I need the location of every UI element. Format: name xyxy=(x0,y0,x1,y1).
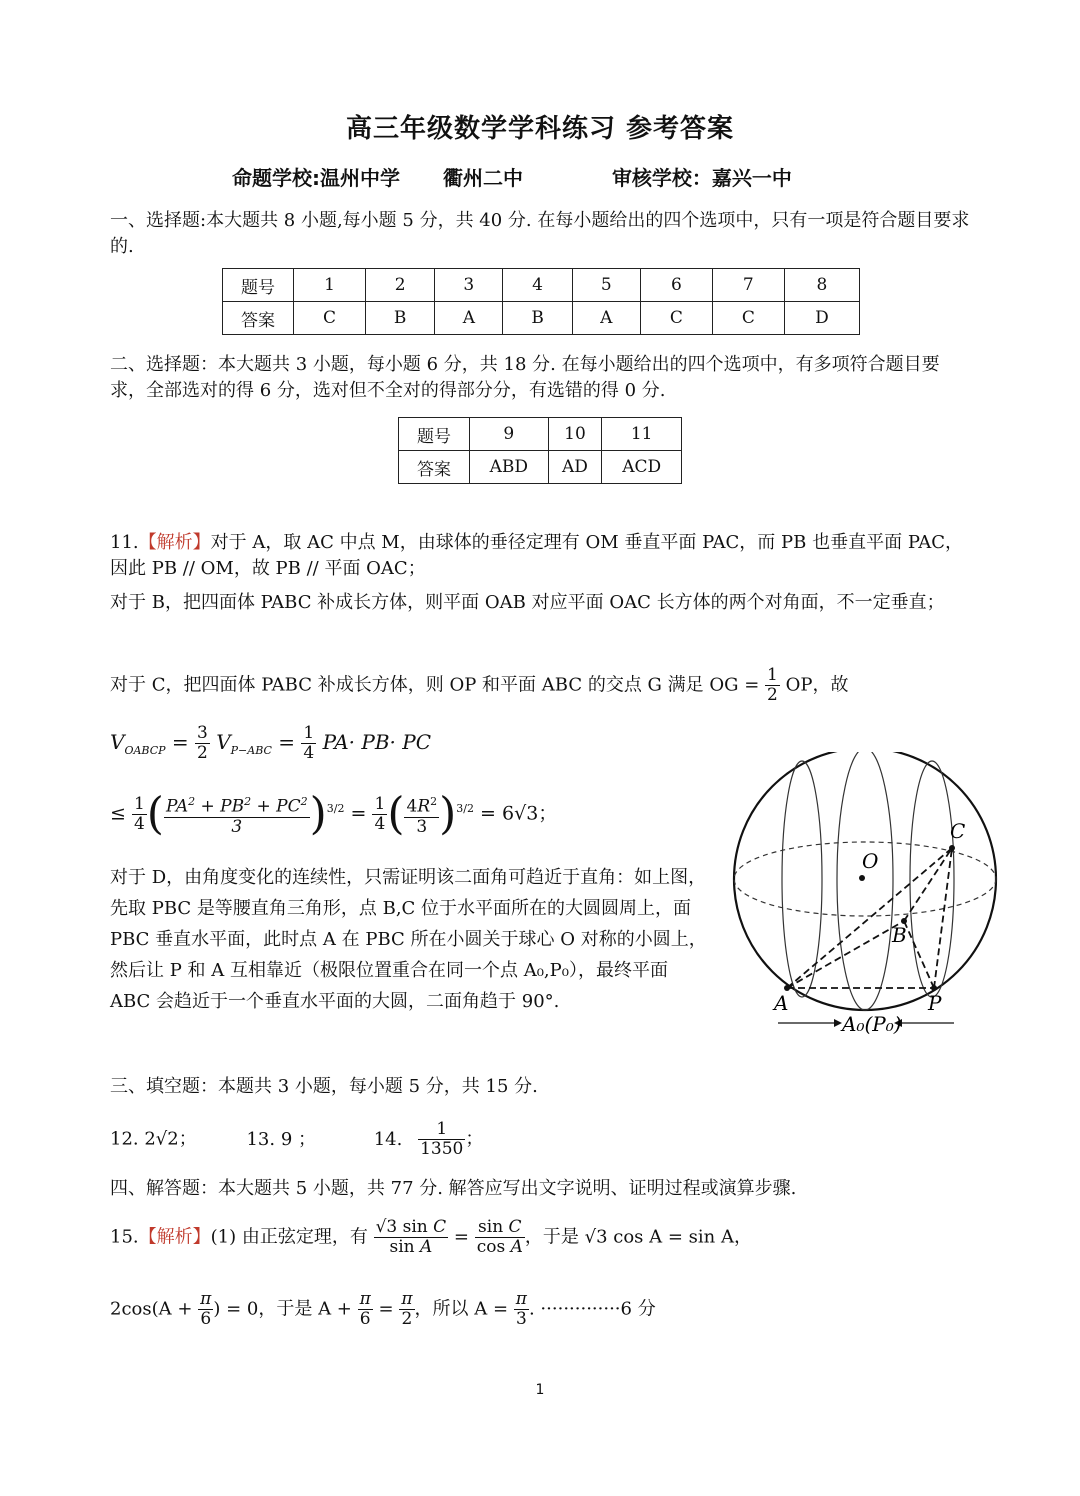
table-cell: 6 xyxy=(640,269,712,302)
arrow-left-head xyxy=(834,1019,842,1027)
q15-number: 15. xyxy=(110,1226,139,1248)
label-b: B xyxy=(892,923,907,947)
table-row xyxy=(223,302,860,335)
proposer-school-2: 衢州二中 xyxy=(442,166,523,190)
table-cell: C xyxy=(294,302,366,335)
q15-line2: 2cos(A + $\frac{\pi}{6}$ ) = 0，于是 A + $\frac{\pi}{6}$ = $\frac{\pi}{2}$ ，所以 A = $\frac{\pi}{3}$ . ··············6 分 xyxy=(110,1289,656,1329)
inequality-equation: ≤ $\frac{1}{4}$ ( $\frac{PA^2 + PB^2 + PC^2}{3}$ )$^{3/2}$ = $\frac{1}{4}$ ( $\frac{4R^2}{3}$ )$^{3/2}$ = 6√3； xyxy=(110,788,558,840)
fraction-4r2: $\frac{4R^2}{3}$ xyxy=(404,792,439,837)
table-cell: B xyxy=(365,302,434,335)
section2-text: 二、选择题：本大题共 3 小题，每小题 6 分，共 18 分. 在每小题给出的四个选项中，有多项符合题目要求，全部选对的得 6 分，选对但不全对的得部分分，有选错的得 0 分. xyxy=(110,354,940,401)
eq-result: = 6√3； xyxy=(480,802,558,825)
subtitle xyxy=(232,162,872,191)
section1-answer-table xyxy=(222,268,860,335)
fraction-sinc-over-cosa: $\frac{\text{sin C}}{\text{cos A}}$ xyxy=(476,1217,523,1257)
fraction-three-halves: $\frac{3}{2}$ xyxy=(197,723,208,763)
table-cell: 3 xyxy=(435,269,503,302)
q15-text-2d: . ··············6 分 xyxy=(528,1298,656,1320)
section2-answer-table xyxy=(398,417,682,484)
page-title: 高三年级数学学科练习 参考答案 xyxy=(345,114,735,144)
point-c xyxy=(949,845,955,851)
label-c: C xyxy=(950,819,966,843)
q11-text-c-end: OP，故 xyxy=(785,674,849,696)
label-p: P xyxy=(928,991,942,1015)
section4-text: 四、解答题：本大题共 5 小题，共 77 分. 解答应写出文字说明、证明过程或演算步骤. xyxy=(110,1178,797,1199)
table-cell: AD xyxy=(548,451,602,484)
table-cell: C xyxy=(640,302,712,335)
eq-sub-pabc: P−ABC xyxy=(230,744,272,757)
q11-part-b: 对于 B，把四面体 PABC 补成长方体，则平面 OAB 对应平面 OAC 长方体的两个对角面，不一定垂直； xyxy=(110,592,945,613)
q11-text-a: 对于 A，取 AC 中点 M，由球体的垂径定理有 OM 垂直平面 PAC，而 PB 也垂直平面 PAC，因此 PB // OM，故 PB // 平面 OAC； xyxy=(110,532,964,579)
eq-product: PA· PB· PC xyxy=(322,730,432,754)
table-cell: 1 xyxy=(294,269,366,302)
q15-text-2a: 2cos(A + xyxy=(110,1298,193,1320)
fraction-quarter-2: $\frac{1}{4}$ xyxy=(133,793,145,834)
fraction-pi-2: $\frac{\pi}{2}$ xyxy=(401,1289,413,1329)
fraction-pi-6-b: $\frac{\pi}{6}$ xyxy=(359,1289,371,1329)
q15-text-1-mid: ，于是 √3 cos A = sin A， xyxy=(524,1226,752,1248)
answer-14-fraction: $\frac{1}{1350}$ xyxy=(420,1119,464,1159)
table-row xyxy=(399,451,682,484)
meridian-1 xyxy=(782,761,822,997)
label-a: A xyxy=(774,991,789,1015)
table-cell: A xyxy=(435,302,503,335)
table-cell: B xyxy=(503,302,572,335)
label-a0p0: A₀(P₀) xyxy=(842,1012,902,1036)
q11-part-c xyxy=(110,666,848,705)
sphere-outline xyxy=(734,752,996,1010)
q15-text-2b: ) = 0，于是 A + xyxy=(213,1298,352,1320)
section1-text: 一、选择题:本大题共 8 小题,每小题 5 分，共 40 分. 在每小题给出的四个选项中，只有一项是符合题目要求的. xyxy=(110,210,970,257)
answer-13: 13. 9 ； xyxy=(246,1128,316,1150)
fraction-quarter: $\frac{1}{4}$ xyxy=(303,723,315,763)
table-cell: 4 xyxy=(503,269,572,302)
row-label: 题号 xyxy=(399,418,470,451)
table-cell: 11 xyxy=(602,418,682,451)
segment-pb xyxy=(904,921,934,988)
sphere-figure xyxy=(722,752,1012,1052)
fraction-pi-6: $\frac{\pi}{6}$ xyxy=(200,1289,212,1329)
table-cell: A xyxy=(572,302,640,335)
q15-line1: 15.【解析】(1) 由正弦定理，有 $\frac{\text{√3 sin C}}{\text{sin A}}$ = $\frac{\text{sin C}}{\text{cos A}}$ ，于是 √3 cos A = sin A， xyxy=(110,1217,752,1257)
q11-part-d: 对于 D，由角度变化的连续性，只需证明该二面角可趋近于直角：如上图，先取 PBC 是等腰直角三角形，点 B,C 位于水平面所在的大圆圆周上，面 PBC 垂直水平面，此时点 A 在 PBC 所在小圆关于球心 O 对称的小圆上，然后让 P 和 A 互相靠近（极限位置重合在同一个点 A₀,P₀），最终平面 ABC 会趋近于一个垂直水平面的大圆，二面角趋于 90°. xyxy=(110,867,707,1012)
page-number: 1 xyxy=(535,1382,545,1398)
reviewer-school: 审核学校：嘉兴一中 xyxy=(611,166,792,190)
fraction-quarter-3: $\frac{1}{4}$ xyxy=(374,793,386,834)
volume-equation: $V_{OABCP}$ = $\frac{3}{2}$ $V_{P-ABC}$ = $\frac{1}{4}$ PA· PB· PC xyxy=(110,723,432,763)
q11-part-a xyxy=(110,530,974,582)
row-label: 答案 xyxy=(223,302,294,335)
answer-12: 12. 2√2； xyxy=(110,1128,197,1150)
table-row xyxy=(223,269,860,302)
meridian-2 xyxy=(837,752,893,1010)
table-cell: D xyxy=(784,302,859,335)
table-cell: ABD xyxy=(470,451,549,484)
table-cell: ACD xyxy=(602,451,682,484)
table-cell: 7 xyxy=(712,269,784,302)
row-label: 答案 xyxy=(399,451,470,484)
table-cell: 9 xyxy=(470,418,549,451)
q11-number: 11. xyxy=(110,532,139,553)
table-cell: 10 xyxy=(548,418,602,451)
segment-ab xyxy=(787,921,904,988)
table-cell: 5 xyxy=(572,269,640,302)
q11-text-c: 对于 C，把四面体 PABC 补成长方体，则 OP 和平面 ABC 的交点 G 满足 OG = xyxy=(110,674,760,696)
fill-blank-answers: 12. 2√2； 13. 9 ； 14. $\frac{1}{1350}$ ； xyxy=(110,1119,484,1159)
q15-text-1: (1) 由正弦定理，有 xyxy=(210,1226,368,1248)
fraction-sum-squares: $\frac{PA^2 + PB^2 + PC^2}{3}$ xyxy=(164,792,310,837)
answer-14-label: 14. xyxy=(373,1128,403,1150)
table-cell: C xyxy=(712,302,784,335)
eq-v: V xyxy=(110,730,125,754)
table-row xyxy=(399,418,682,451)
proposer-school: 命题学校:温州中学 xyxy=(232,166,400,190)
analysis-tag: 【解析】 xyxy=(138,532,211,553)
section3-text: 三、填空题：本题共 3 小题，每小题 5 分，共 15 分. xyxy=(110,1076,538,1097)
row-label: 题号 xyxy=(223,269,294,302)
label-o: O xyxy=(862,849,879,873)
fraction-sqrt3-sinc-over-sina: $\frac{\text{√3 sin C}}{\text{sin A}}$ xyxy=(375,1217,447,1257)
segment-pc xyxy=(934,848,952,988)
fraction-half: $\frac{1}{2}$ xyxy=(767,665,778,705)
q15-text-2c: ，所以 A = xyxy=(414,1298,509,1320)
table-cell: 8 xyxy=(784,269,859,302)
eq-sub-oabcp: OABCP xyxy=(124,744,166,757)
fraction-pi-3: $\frac{\pi}{3}$ xyxy=(515,1289,527,1329)
analysis-tag: 【解析】 xyxy=(138,1226,211,1248)
table-cell: 2 xyxy=(365,269,434,302)
point-o xyxy=(859,875,865,881)
